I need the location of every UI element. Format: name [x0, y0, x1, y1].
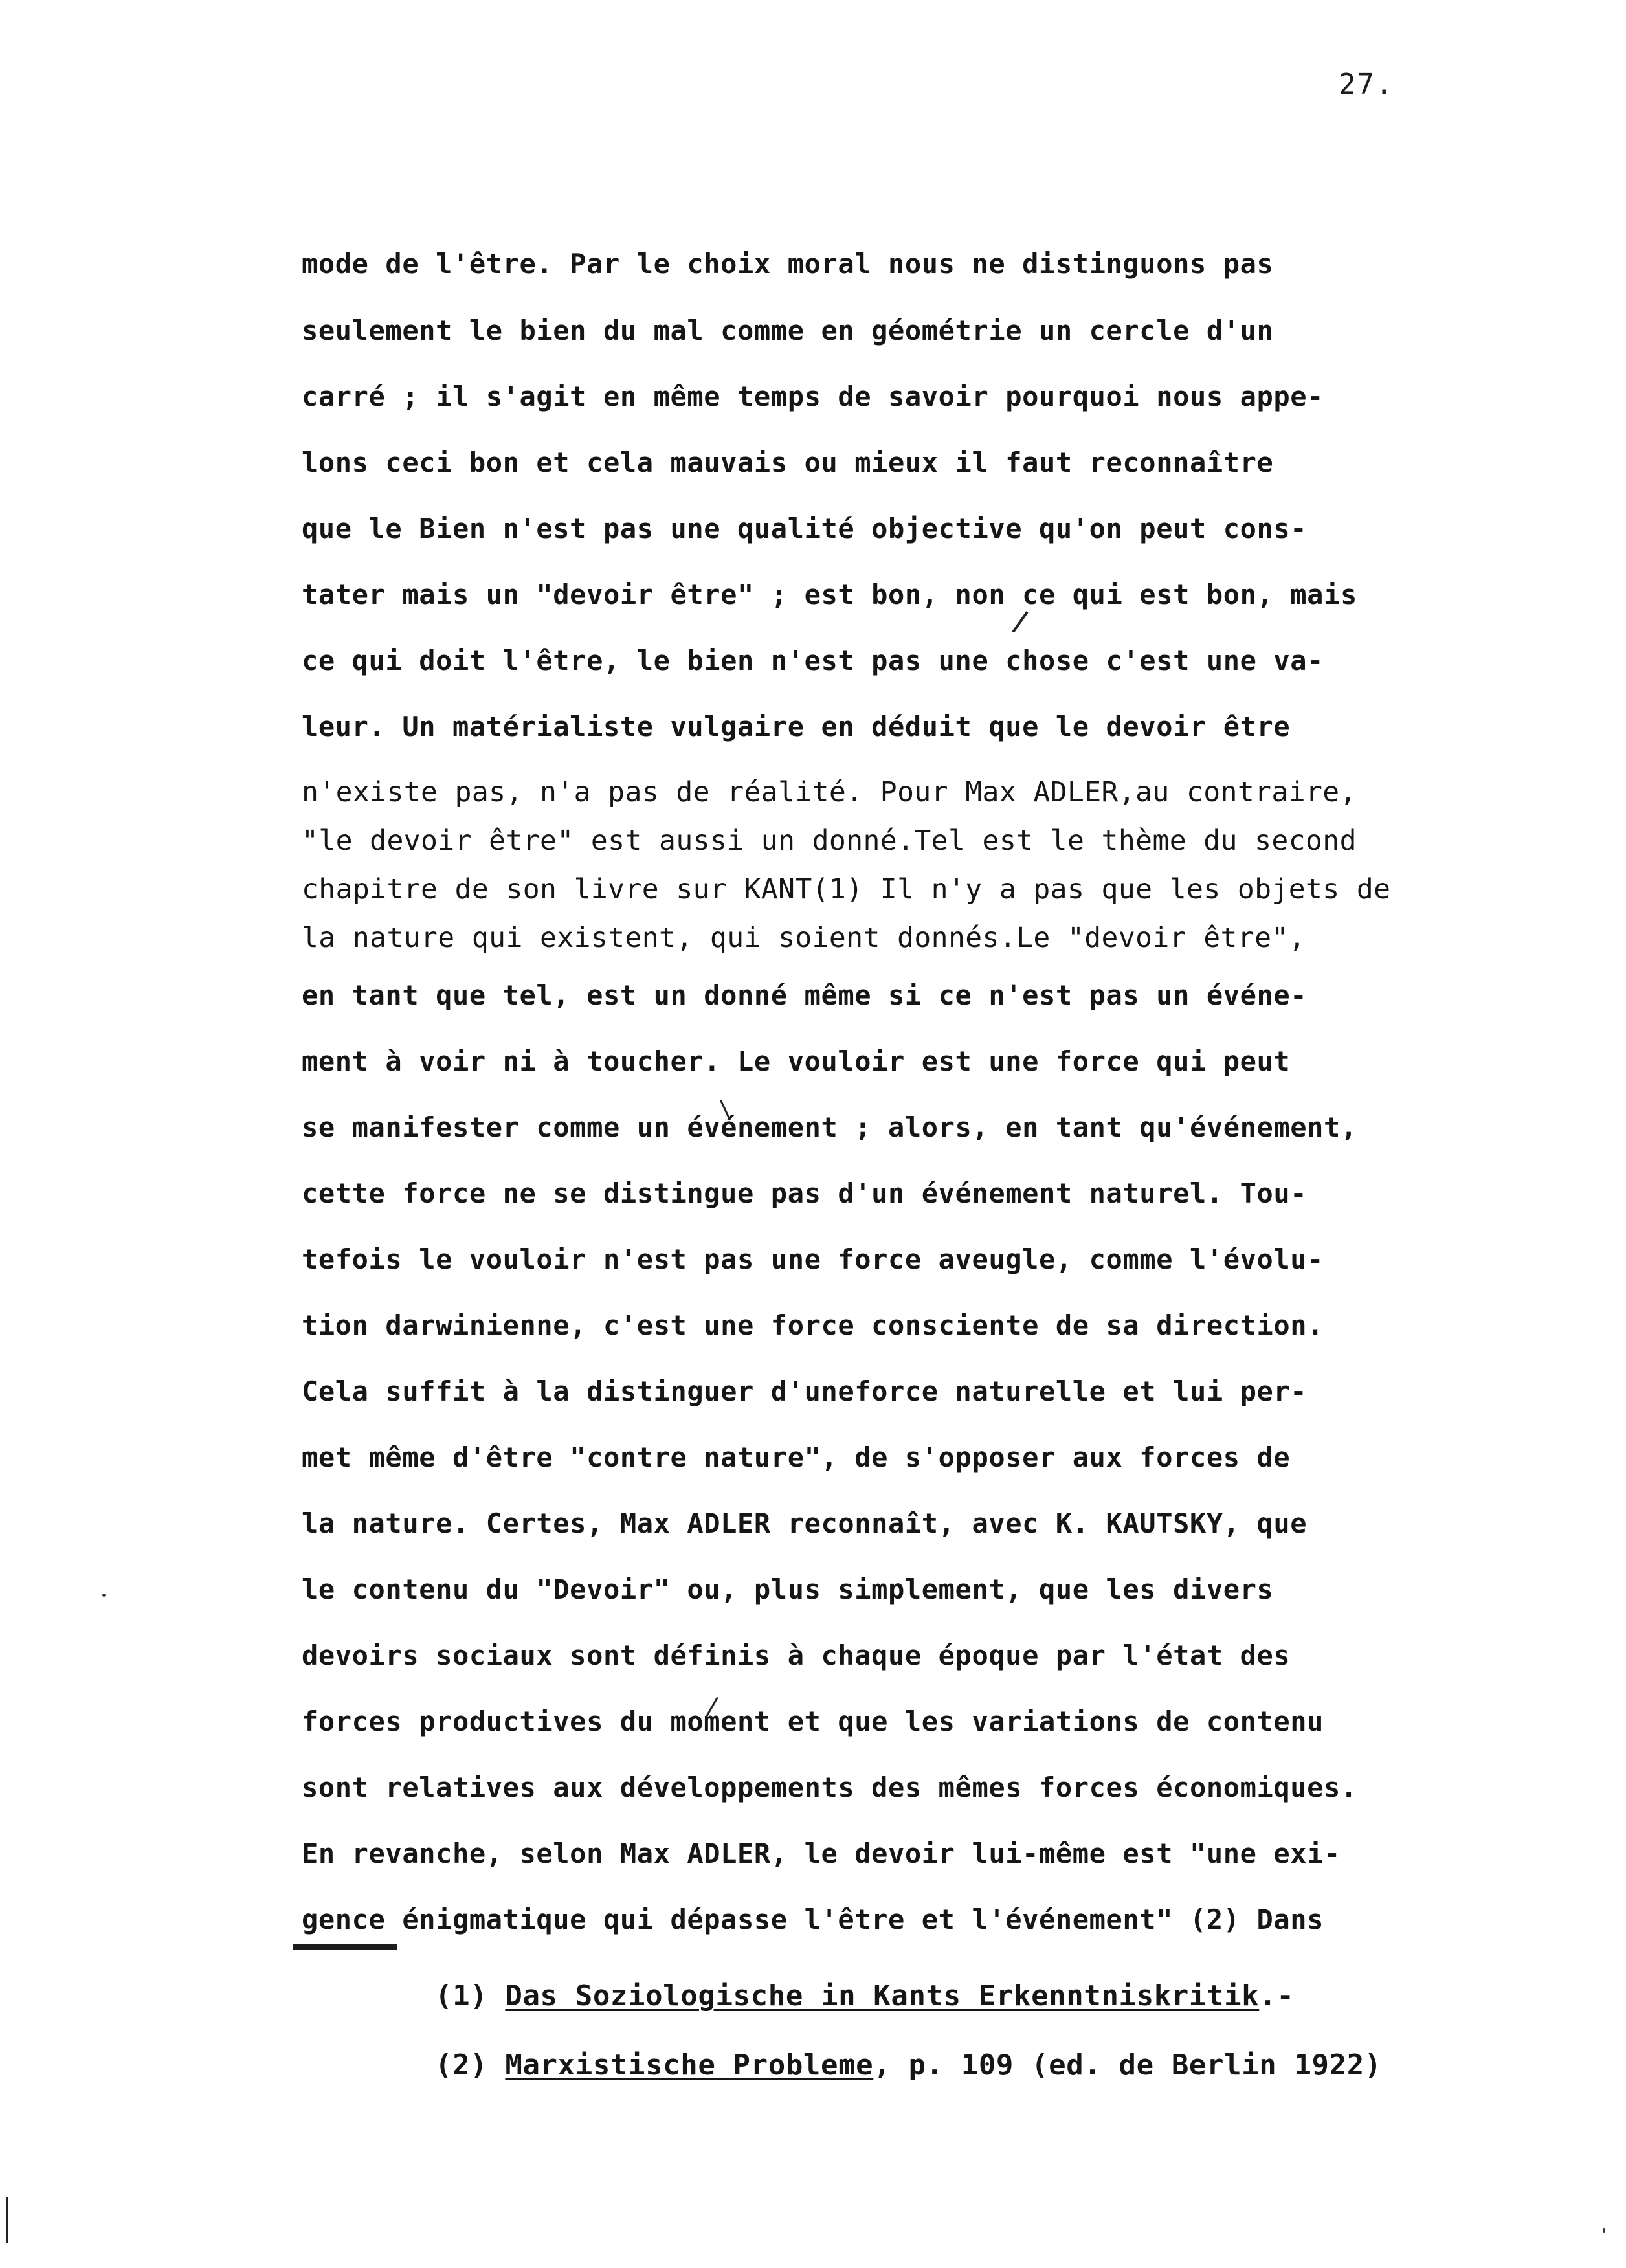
text-line: que le Bien n'est pas une qualité objective qu'on peut cons- — [302, 513, 1308, 544]
text-line: carré ; il s'agit en même temps de savoir pourquoi nous appe- — [302, 381, 1324, 412]
text-line: tefois le vouloir n'est pas une force aveugle, comme l'évolu- — [302, 1243, 1324, 1275]
text-line: sont relatives aux développements des mêmes forces économiques. — [302, 1772, 1357, 1803]
scan-speck — [102, 1594, 106, 1597]
text-line: mode de l'être. Par le choix moral nous ne distinguons pas — [302, 248, 1274, 280]
text-line: chapitre de son livre sur KANT(1) Il n'y a pas que les objets de — [302, 873, 1391, 906]
footnote-marker: (2) — [435, 2049, 488, 2082]
text-line: gence énigmatique qui dépasse l'être et l'événement" (2) Dans — [302, 1904, 1324, 1935]
text-line: tater mais un "devoir être" ; est bon, non ce qui est bon, mais — [302, 579, 1357, 610]
scan-edge-mark — [6, 2197, 8, 2243]
text-line: la nature. Certes, Max ADLER reconnaît, avec K. KAUTSKY, que — [302, 1507, 1308, 1539]
text-line: lons ceci bon et cela mauvais ou mieux il faut reconnaître — [302, 447, 1274, 478]
footnote-suffix: .- — [1259, 1979, 1295, 2012]
text-line: la nature qui existent, qui soient donnés.Le "devoir être", — [302, 922, 1306, 954]
text-line: se manifester comme un événement ; alors, en tant qu'événement, — [302, 1111, 1357, 1143]
text-line: cette force ne se distingue pas d'un événement naturel. Tou- — [302, 1177, 1308, 1209]
text-line: En revanche, selon Max ADLER, le devoir lui-même est "une exi- — [302, 1838, 1341, 1869]
footnote-separator — [293, 1944, 397, 1950]
footnote-title: Marxistische Probleme — [505, 2049, 874, 2082]
text-line: seulement le bien du mal comme en géométrie un cercle d'un — [302, 315, 1274, 346]
text-line: leur. Un matérialiste vulgaire en déduit que le devoir être — [302, 711, 1291, 742]
correction-mark — [1012, 611, 1028, 632]
text-line: en tant que tel, est un donné même si ce n'est pas un événe- — [302, 979, 1308, 1011]
footnote-marker: (1) — [435, 1979, 488, 2012]
text-line: Cela suffit à la distinguer d'uneforce naturelle et lui per- — [302, 1375, 1308, 1407]
text-line: tion darwinienne, c'est une force consciente de sa direction. — [302, 1309, 1324, 1341]
text-line: n'existe pas, n'a pas de réalité. Pour Max ADLER,au contraire, — [302, 776, 1357, 808]
footnote-title: Das Soziologische in Kants Erkenntniskritik — [505, 1979, 1260, 2012]
page-number: 27. — [1339, 68, 1394, 101]
text-line: met même d'être "contre nature", de s'opposer aux forces de — [302, 1441, 1291, 1473]
text-line: "le devoir être" est aussi un donné.Tel est le thème du second — [302, 825, 1357, 857]
footnote-suffix: , p. 109 (ed. de Berlin 1922) — [873, 2049, 1382, 2082]
text-line: ce qui doit l'être, le bien n'est pas une chose c'est une va- — [302, 645, 1324, 676]
text-line: forces productives du moment et que les variations de contenu — [302, 1706, 1324, 1737]
text-line: le contenu du "Devoir" ou, plus simplement, que les divers — [302, 1573, 1274, 1605]
footnote-1 — [435, 1979, 1294, 2012]
footnote-2 — [435, 2049, 1382, 2082]
scan-speck — [1603, 2228, 1605, 2233]
text-line: devoirs sociaux sont définis à chaque époque par l'état des — [302, 1640, 1291, 1671]
text-line: ment à voir ni à toucher. Le vouloir est une force qui peut — [302, 1045, 1291, 1077]
